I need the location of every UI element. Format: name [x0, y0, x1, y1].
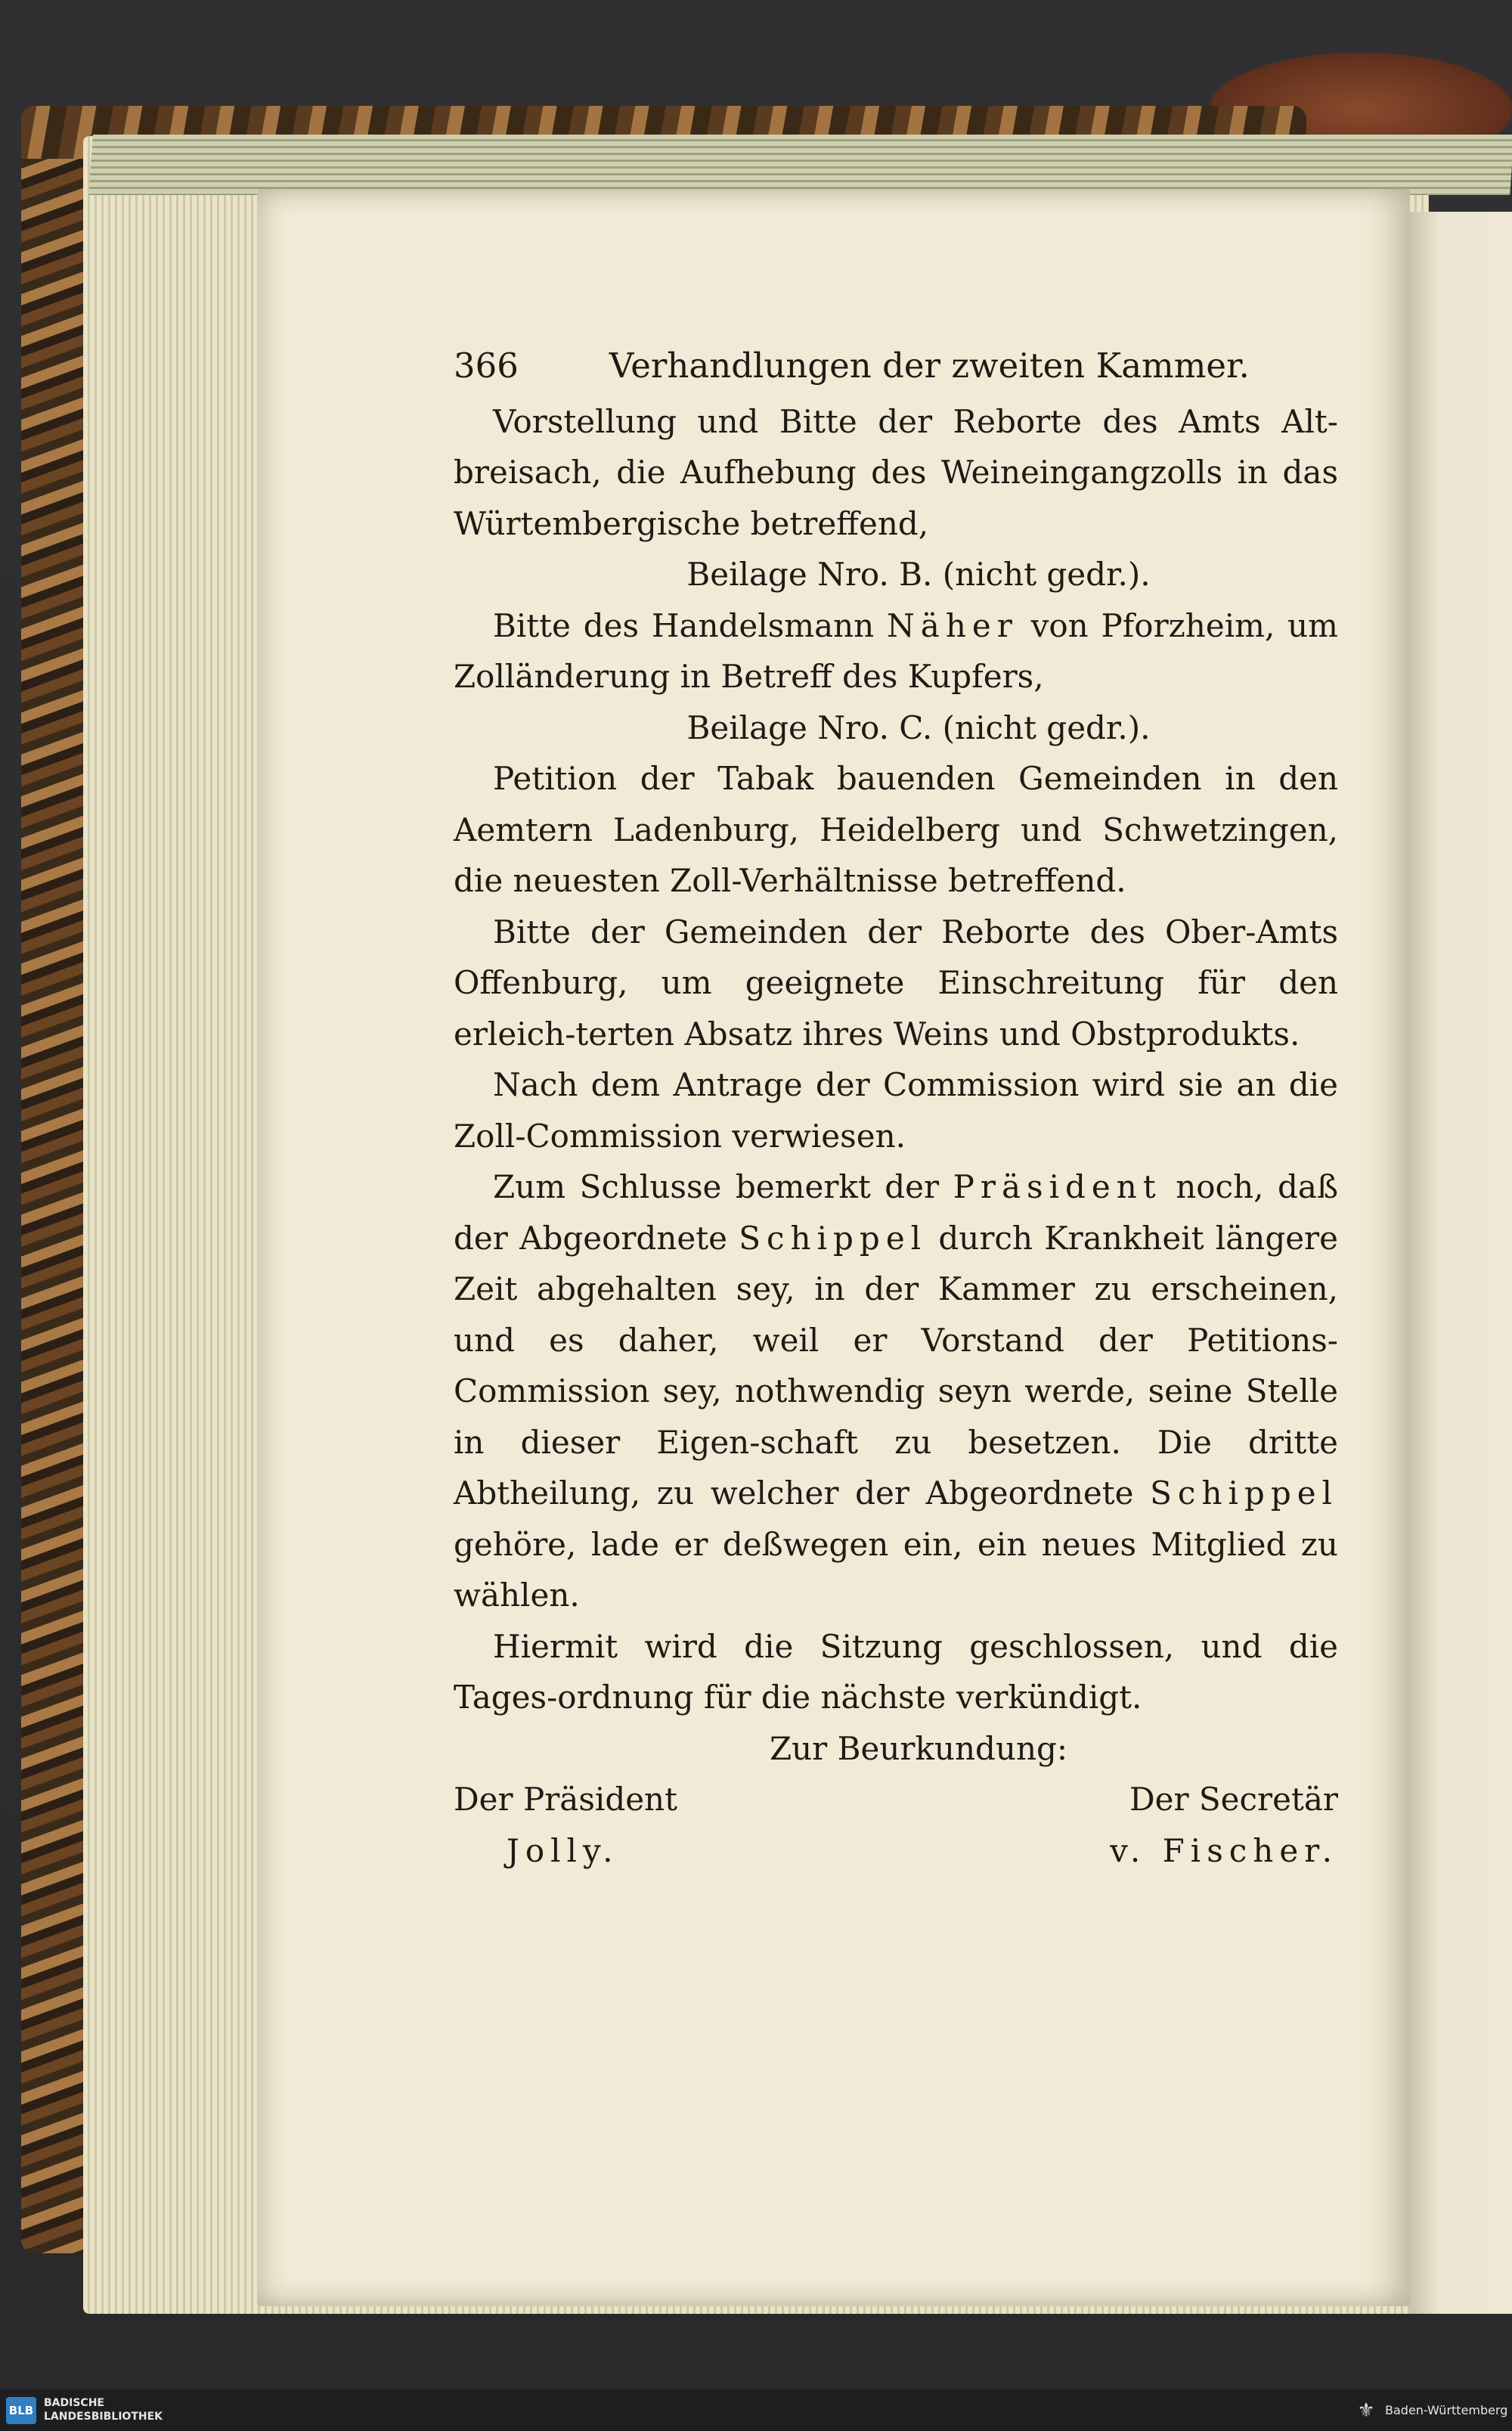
paragraph-petition-altbreisach: Vorstellung und Bitte der Reborte des Amts Alt-breisach, die Aufhebung des Weineingangzolls in das Würtembergische betreffend,: [454, 402, 1338, 542]
attestation: Zur Beurkundung:: [769, 1729, 1068, 1767]
enclosure-c: Beilage Nro. C. (nicht gedr.).: [686, 709, 1151, 746]
paragraph-session-closed: Hiermit wird die Sitzung geschlossen, und die Tages-ordnung für die nächste verkündigt.: [454, 1627, 1338, 1716]
paragraph-president-remark: [454, 1161, 1338, 1621]
secretary-title: Der Secretär: [1129, 1781, 1338, 1818]
spaced-name-schippel: Schippel: [739, 1219, 928, 1257]
paragraph-petition-offenburg: Bitte der Gemeinden der Reborte des Ober-Amts Offenburg, um geeignete Einschreitung für den erleich-terten Absatz ihres Weins und Obstprodukts.: [454, 913, 1338, 1053]
library-name-line1: BADISCHE: [44, 2397, 104, 2409]
text-run: von Pforzheim, um Zolländerung in Betreff des Kupfers,: [454, 606, 1338, 695]
signature-titles: [454, 1774, 1338, 1825]
library-name-line2: LANDESBIBLIOTHEK: [44, 2411, 163, 2423]
text-run: gehöre, lade er deßwegen ein, ein neues Mitglied zu wählen.: [454, 1525, 1338, 1614]
state-logo-text: Baden-Württemberg: [1385, 2403, 1508, 2417]
text-run: durch Krankheit längere Zeit abgehalten sey, in der Kammer zu erscheinen, und es daher, weil er Vorstand der Petitions-Commission sey, nothwendig seyn werde, seine Stelle in dieser Eigen-schaft zu besetzen. Die dritte Abtheilung, zu welcher der Abgeordnete: [454, 1219, 1338, 1512]
president-name: Jolly.: [507, 1831, 619, 1869]
enclosure-b: Beilage Nro. B. (nicht gedr.).: [686, 556, 1151, 593]
president-title: Der Präsident: [454, 1781, 677, 1818]
facing-page-edge: [1410, 212, 1512, 2314]
page-header: [454, 340, 1338, 392]
page-number: 366: [454, 346, 519, 386]
blb-logo-icon: BLB: [6, 2397, 36, 2424]
spaced-name-naeher: Näher: [887, 606, 1018, 644]
state-coat-of-arms-icon: ⚜: [1357, 2399, 1375, 2422]
page-text: [454, 340, 1338, 1876]
spaced-word-president: Präsident: [953, 1168, 1162, 1205]
paragraph-commission-referral: Nach dem Antrage der Commission wird sie an die Zoll-Commission verwiesen.: [454, 1066, 1338, 1155]
footer-bar: [0, 2389, 1512, 2431]
text-run: noch, daß der Abgeordnete: [454, 1168, 1338, 1257]
running-title: Verhandlungen der zweiten Kammer.: [609, 346, 1250, 386]
text-run: Bitte des Handelsmann: [493, 606, 888, 644]
secretary-name: v. Fischer.: [1110, 1831, 1338, 1869]
signature-names: [454, 1825, 1338, 1877]
paragraph-petition-naeher: [454, 600, 1338, 702]
page-stack-top-edge: [88, 135, 1512, 195]
text-run: Zum Schlusse bemerkt der: [493, 1168, 953, 1205]
paragraph-petition-tabak: Petition der Tabak bauenden Gemeinden in den Aemtern Ladenburg, Heidelberg und Schwetzingen, die neuesten Zoll-Verhältnisse betreffend.: [454, 760, 1338, 899]
library-name: [44, 2396, 163, 2423]
spaced-name-schippel: Schippel: [1150, 1474, 1338, 1512]
